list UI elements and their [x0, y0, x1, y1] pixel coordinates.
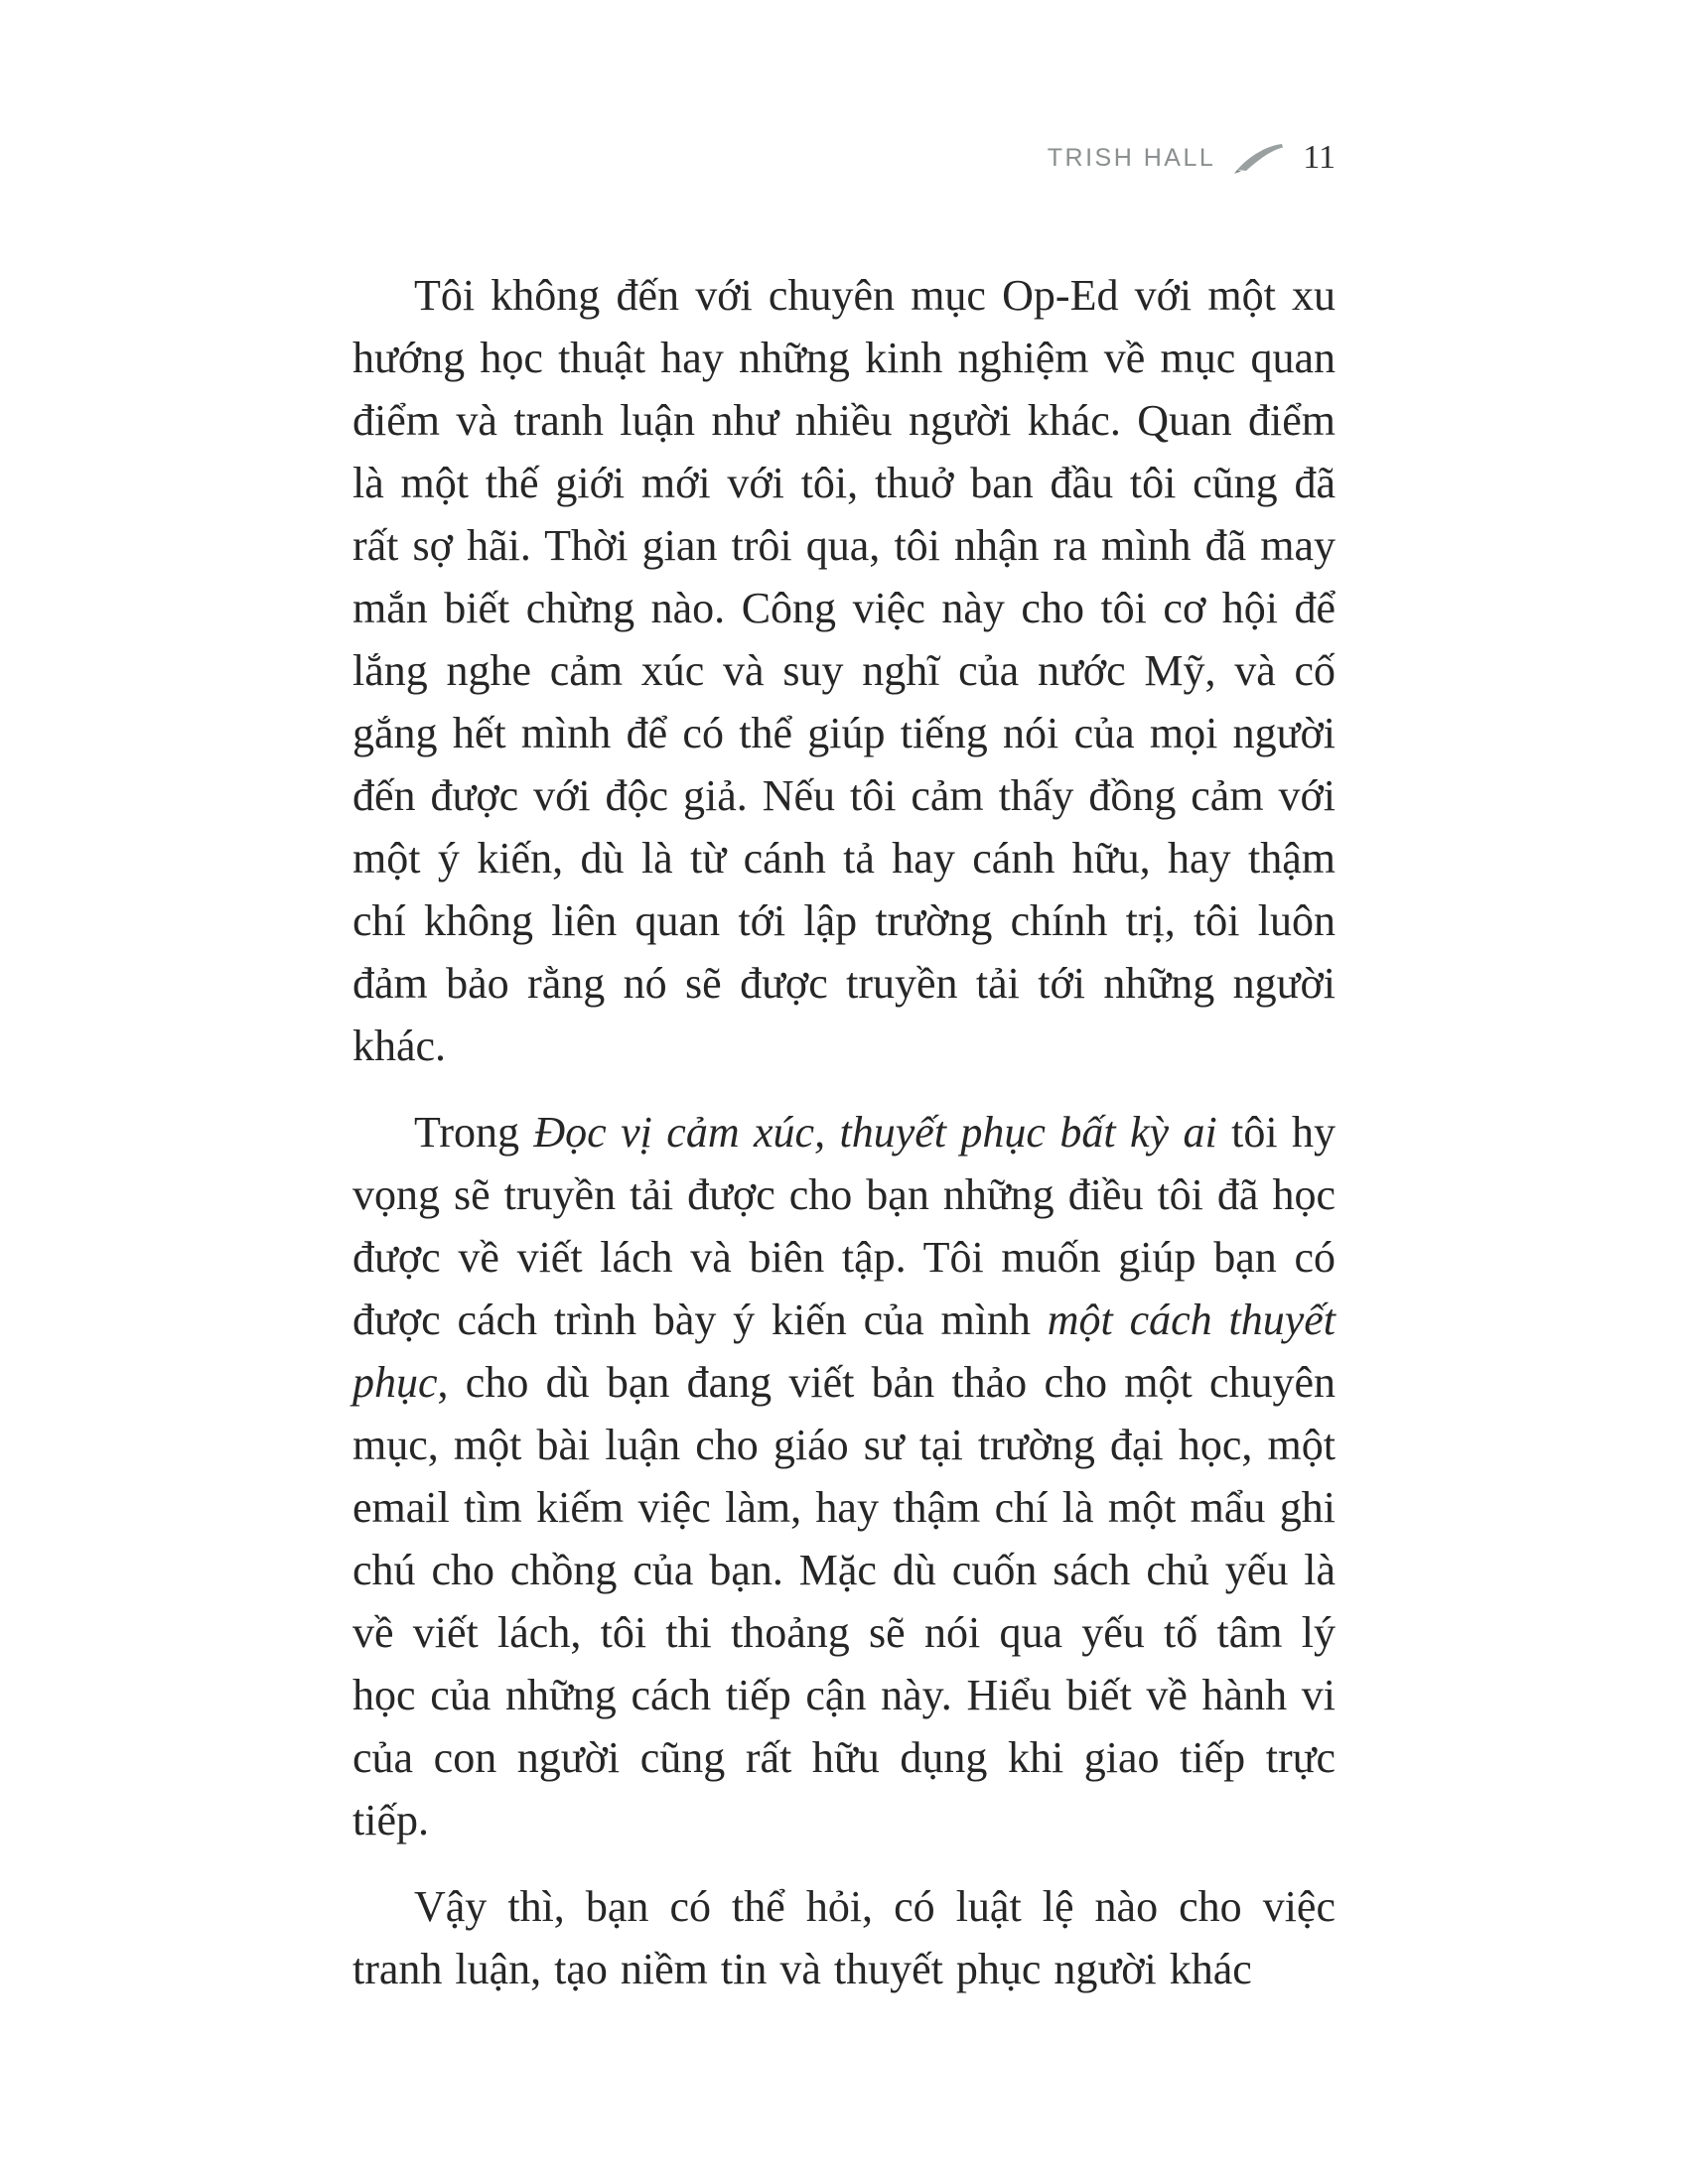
text-segment: , cho dù bạn đang viết bản thảo cho một chuyên mục, một bài luận cho giáo sư tại trường đại học, một email tìm kiếm việc làm, hay thậm chí là một mẩu ghi chú cho chồng của bạn. Mặc dù cuốn sách chủ yếu là về viết lách, tôi thi thoảng sẽ nói qua yếu tố tâm lý học của những cách tiếp cận này. Hiểu biết về hành vi của con người cũng rất hữu dụng khi giao tiếp trực tiếp. — [352, 1358, 1336, 1844]
text-segment: Tôi không đến với chuyên mục Op-Ed với một xu hướng học thuật hay những kinh nghiệm về mục quan điểm và tranh luận như nhiều người khác. Quan điểm là một thế giới mới với tôi, thuở ban đầu tôi cũng đã rất sợ hãi. Thời gian trôi qua, tôi nhận ra mình đã may mắn biết chừng nào. Công việc này cho tôi cơ hội để lắng nghe cảm xúc và suy nghĩ của nước Mỹ, và cố gắng hết mình để có thể giúp tiếng nói của mọi người đến được với độc giả. Nếu tôi cảm thấy đồng cảm với một ý kiến, dù là từ cánh tả hay cánh hữu, hay thậm chí không liên quan tới lập trường chính trị, tôi luôn đảm bảo rằng nó sẽ được truyền tải tới những người khác. — [352, 271, 1336, 1070]
paragraph — [352, 264, 1336, 1077]
paragraph — [352, 1875, 1336, 2000]
quill-icon — [1233, 141, 1285, 175]
text-segment: tôi hy vọng sẽ truyền tải được cho bạn những điều tôi đã học được về viết lách và biên tập. Tôi muốn giúp bạn có được cách trình bày ý kiến của mình — [352, 1108, 1336, 1344]
page-number: 11 — [1303, 139, 1336, 176]
running-head-author: TRISH HALL — [1047, 143, 1216, 172]
text-segment: Vậy thì, bạn có thể hỏi, có luật lệ nào cho việc tranh luận, tạo niềm tin và thuyết phục người khác — [352, 1882, 1336, 1993]
page-body — [352, 264, 1336, 2000]
text-segment: Trong — [414, 1108, 534, 1157]
paragraph — [352, 1101, 1336, 1851]
italic-text-segment: Đọc vị cảm xúc, thuyết phục bất kỳ ai — [533, 1108, 1217, 1157]
content-column — [352, 0, 1336, 2000]
page-header — [352, 0, 1336, 177]
italic-text-segment: một cách thuyết phục — [352, 1296, 1336, 1407]
